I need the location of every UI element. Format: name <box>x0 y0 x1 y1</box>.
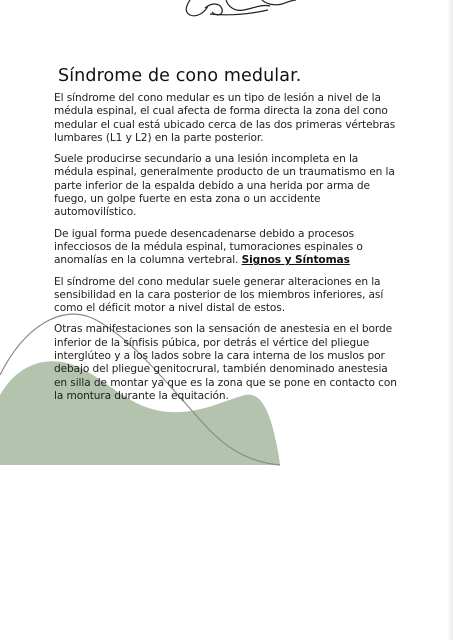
paragraph-definition: El síndrome del cono medular es un tipo de lesión a nivel de la médula espinal, el cual afecta de forma directa la zona del cono medular el cual está ubicado cerca de las dos primeras vértebras lumbares (L1 y L2) en la parte posterior. <box>54 92 396 144</box>
paragraph-causes: Suele producirse secundario a una lesión incompleta en la médula espinal, generalmente producto de un traumatismo en la parte inferior de la espalda debido a una herida por arma de fuego, un golpe fuerte en esta zona o un accidente automovilístico. <box>54 153 395 219</box>
paragraph-other-causes-text: De igual forma puede desencadenarse debido a procesos infecciosos de la médula espinal, tumoraciones espinales o anomalías en la columna vertebral. <box>54 227 363 267</box>
paragraph-manifestations: Otras manifestaciones son la sensación de anestesia en el borde inferior de la sínfisis púbica, por detrás el vértice del pliegue interglúteo y a los lados sobre la cara interna de los muslos por debajo del pliegue genitocrural, también denominado anestesia en silla de montar ya que es la zona que se pone en contacto con la montura durante la equitación. <box>54 323 397 402</box>
signature-scribble-icon <box>186 0 296 16</box>
page-title: Síndrome de cono medular. <box>58 66 302 86</box>
signs-symptoms-link[interactable]: Signos y Síntomas <box>241 254 350 267</box>
paragraph-alterations: El síndrome del cono medular suele generar alteraciones en la sensibilidad en la cara posterior de los miembros inferiores, así como el déficit motor a nivel distal de estos. <box>54 275 384 315</box>
paragraph-other-causes <box>54 228 400 268</box>
main-content <box>54 66 400 411</box>
